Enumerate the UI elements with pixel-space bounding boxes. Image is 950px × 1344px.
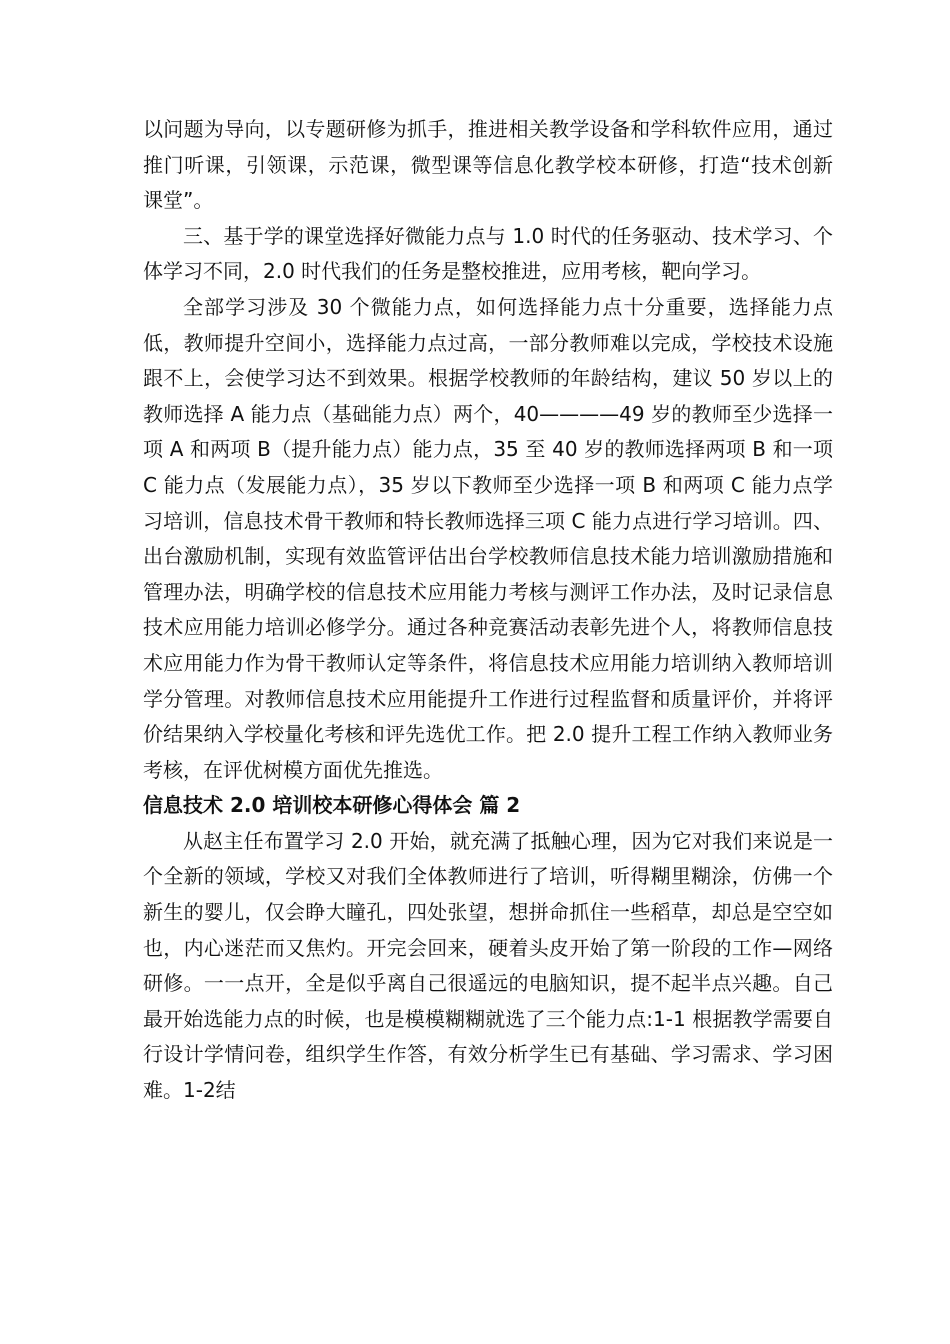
document-body [143, 112, 833, 1109]
paragraph-section-three: 三、基于学的课堂选择好微能力点与 1.0 时代的任务驱动、技术学习、个体学习不同，2.0 时代我们的任务是整校推进，应用考核，靶向学习。 [143, 223, 833, 284]
section-heading-part-2: 信息技术 2.0 培训校本研修心得体会 篇 2 [143, 793, 521, 818]
paragraph-reflection: 从赵主任布置学习 2.0 开始，就充满了抵触心理，因为它对我们来说是一个全新的领域，学校又对我们全体教师进行了培训，听得糊里糊涂，仿佛一个新生的婴儿，仅会睁大瞳孔，四处张望，想拼命抓住一些稻草，却总是空空如也，内心迷茫而又焦灼。开完会回来，硬着头皮开始了第一阶段的工作—网络研修。一一点开，全是似乎离自己很遥远的电脑知识，提不起半点兴趣。自己最开始选能力点的时候，也是模模糊糊就选了三个能力点:1-1 根据教学需要自行设计学情问卷，组织学生作答，有效分析学生已有基础、学习需求、学习困难。1-2结 [143, 828, 833, 1103]
paragraph-ability-points: 全部学习涉及 30 个微能力点，如何选择能力点十分重要，选择能力点低，教师提升空间小，选择能力点过高，一部分教师难以完成，学校技术设施跟不上，会使学习达不到效果。根据学校教师的年龄结构，建议 50 岁以上的教师选择 A 能力点（基础能力点）两个，40————49 岁的教师至少选择一项 A 和两项 B（提升能力点）能力点，35 至 40 岁的教师选择两项 B 和一项 C 能力点（发展能力点），35 岁以下教师至少选择一项 B 和两项 C 能力点学习培训，信息技术骨干教师和特长教师选择三项 C 能力点进行学习培训。四、出台激励机制，实现有效监管评估出台学校教师信息技术能力培训激励措施和管理办法，明确学校的信息技术应用能力考核与测评工作办法，及时记录信息技术应用能力培训必修学分。通过各种竞赛活动表彰先进个人，将教师信息技术应用能力作为骨干教师认定等条件，将信息技术应用能力培训纳入教师培训学分管理。对教师信息技术应用能提升工作进行过程监督和质量评价，并将评价结果纳入学校量化考核和评先选优工作。把 2.0 提升工程工作纳入教师业务考核，在评优树模方面优先推选。 [143, 294, 833, 782]
paragraph-intro: 以问题为导向，以专题研修为抓手，推进相关教学设备和学科软件应用，通过推门听课，引领课，示范课，微型课等信息化教学校本研修，打造“技术创新课堂”。 [143, 117, 833, 213]
